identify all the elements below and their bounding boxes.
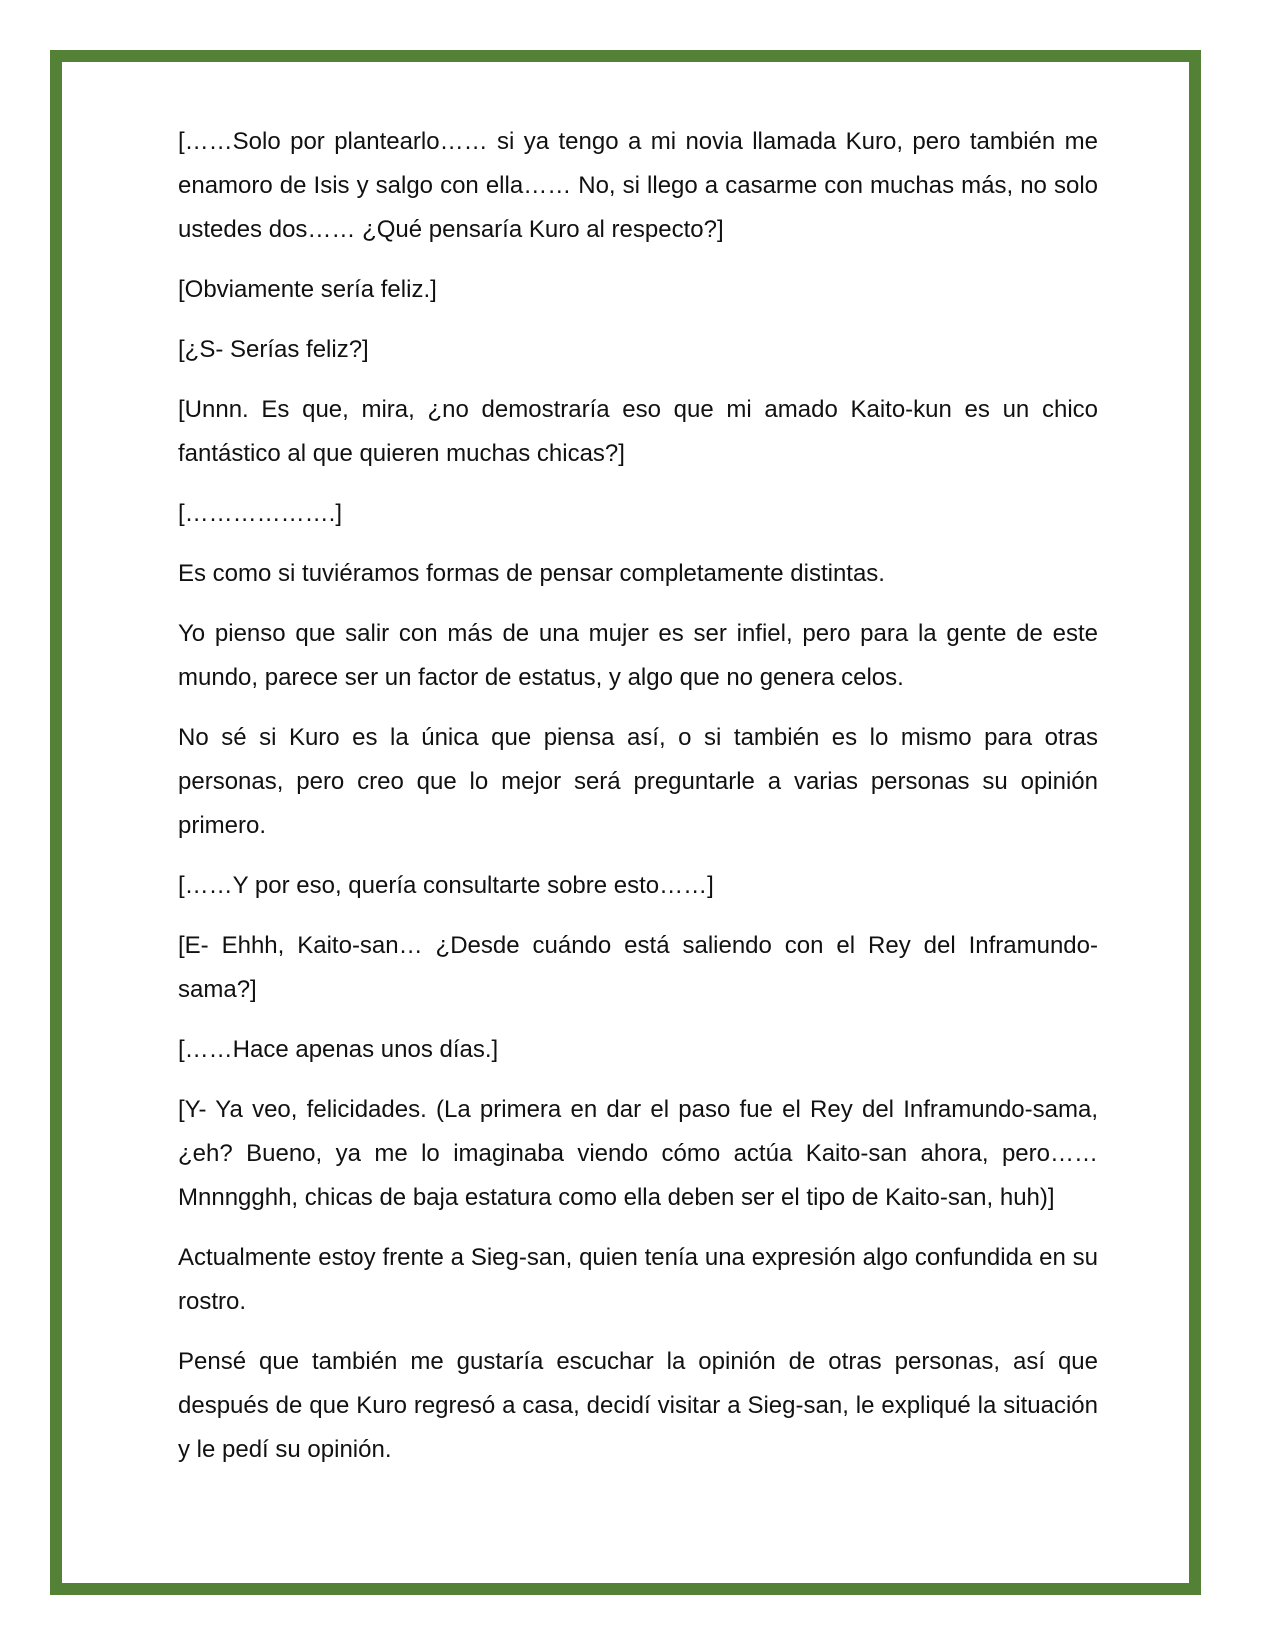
- paragraph: [Y- Ya veo, felicidades. (La primera en dar el paso fue el Rey del Inframundo-sama, ¿eh? Bueno, ya me lo imaginaba viendo cómo actúa Kaito-san ahora, pero…… Mnnngghh, chicas de baja estatura como ella deben ser el tipo de Kaito-san, huh)]: [178, 1096, 1098, 1211]
- paragraph: Pensé que también me gustaría escuchar la opinión de otras personas, así que después de que Kuro regresó a casa, decidí visitar a Sieg-san, le expliqué la situación y le pedí su opinión.: [178, 1348, 1098, 1463]
- paragraph: Es como si tuviéramos formas de pensar completamente distintas.: [178, 560, 885, 587]
- paragraph: Yo pienso que salir con más de una mujer es ser infiel, pero para la gente de este mundo, parece ser un factor de estatus, y algo que no genera celos.: [178, 620, 1098, 691]
- paragraph: Actualmente estoy frente a Sieg-san, quien tenía una expresión algo confundida en su rostro.: [178, 1244, 1098, 1315]
- document-body: [178, 120, 1098, 1488]
- paragraph: [Unnn. Es que, mira, ¿no demostraría eso que mi amado Kaito-kun es un chico fantástico al que quieren muchas chicas?]: [178, 396, 1098, 467]
- paragraph: [Obviamente sería feliz.]: [178, 276, 437, 303]
- paragraph: No sé si Kuro es la única que piensa así, o si también es lo mismo para otras personas, pero creo que lo mejor será preguntarle a varias personas su opinión primero.: [178, 724, 1098, 839]
- paragraph: [……Y por eso, quería consultarte sobre esto……]: [178, 872, 714, 899]
- paragraph: [……………….]: [178, 500, 343, 527]
- paragraph: [E- Ehhh, Kaito-san… ¿Desde cuándo está saliendo con el Rey del Inframundo-sama?]: [178, 932, 1098, 1003]
- paragraph: [¿S- Serías feliz?]: [178, 336, 369, 363]
- paragraph: [……Solo por plantearlo…… si ya tengo a mi novia llamada Kuro, pero también me enamoro de Isis y salgo con ella…… No, si llego a casarme con muchas más, no solo ustedes dos…… ¿Qué pensaría Kuro al respecto?]: [178, 128, 1098, 243]
- paragraph: [……Hace apenas unos días.]: [178, 1036, 499, 1063]
